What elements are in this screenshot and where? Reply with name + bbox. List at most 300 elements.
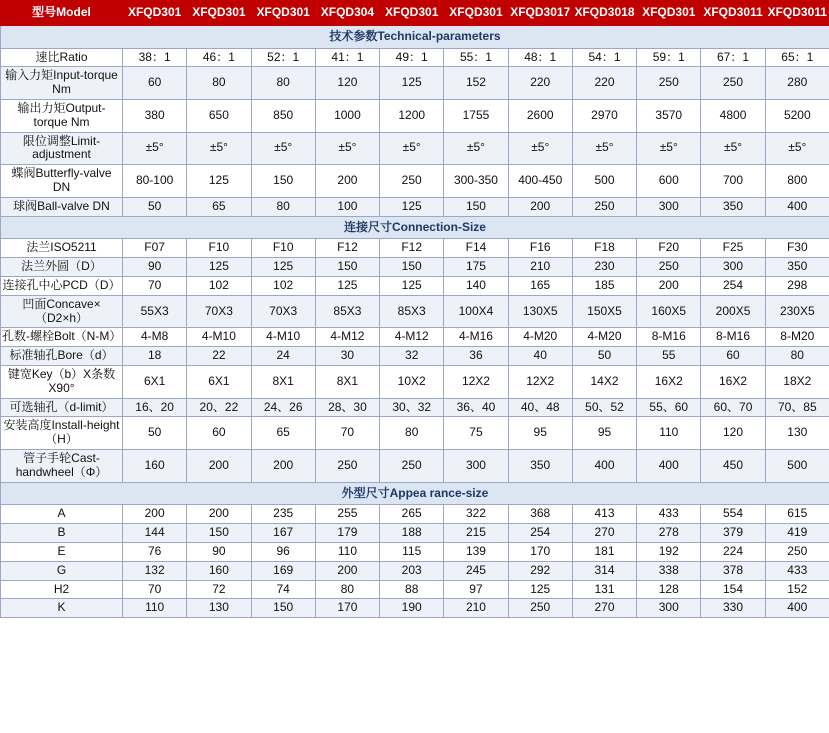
data-cell: 150 — [315, 258, 379, 277]
data-cell: F14 — [444, 239, 508, 258]
data-cell: 322 — [444, 505, 508, 524]
data-cell: 200 — [123, 505, 187, 524]
table-row — [1, 449, 829, 482]
data-cell: 2970 — [572, 99, 636, 132]
data-cell: ±5° — [701, 132, 765, 165]
data-cell: 230X5 — [765, 295, 829, 328]
data-cell: 16X2 — [637, 365, 701, 398]
data-cell: 46：1 — [187, 48, 251, 67]
section-title: 外型尺寸Appea rance-size — [1, 482, 829, 505]
data-cell: ±5° — [251, 132, 315, 165]
data-cell: 188 — [380, 524, 444, 543]
data-cell: F12 — [315, 239, 379, 258]
data-cell: 102 — [187, 276, 251, 295]
data-cell: 270 — [572, 599, 636, 618]
section-title-row — [1, 216, 829, 239]
data-cell: 380 — [123, 99, 187, 132]
table-row — [1, 365, 829, 398]
table-row — [1, 48, 829, 67]
data-cell: 150 — [251, 599, 315, 618]
table-row — [1, 67, 829, 100]
table-row — [1, 258, 829, 277]
header-model-cell: XFQD301 — [187, 1, 251, 26]
data-cell: 292 — [508, 561, 572, 580]
header-model-cell: XFQD3011 — [765, 1, 829, 26]
data-cell: 200 — [187, 505, 251, 524]
data-cell: 130X5 — [508, 295, 572, 328]
table-row — [1, 417, 829, 450]
data-cell: 67：1 — [701, 48, 765, 67]
data-cell: 400 — [572, 449, 636, 482]
data-cell: 350 — [765, 258, 829, 277]
data-cell: 600 — [637, 165, 701, 198]
data-cell: 2600 — [508, 99, 572, 132]
row-label: 标准轴孔Bore（d） — [1, 347, 123, 366]
data-cell: F10 — [187, 239, 251, 258]
data-cell: 200 — [508, 197, 572, 216]
data-cell: 125 — [251, 258, 315, 277]
data-cell: 278 — [637, 524, 701, 543]
data-cell: 400 — [637, 449, 701, 482]
data-cell: 85X3 — [380, 295, 444, 328]
data-cell: 314 — [572, 561, 636, 580]
data-cell: 125 — [508, 580, 572, 599]
data-cell: 250 — [380, 165, 444, 198]
data-cell: 95 — [572, 417, 636, 450]
table-row — [1, 505, 829, 524]
data-cell: 650 — [187, 99, 251, 132]
data-cell: 41：1 — [315, 48, 379, 67]
data-cell: 100 — [315, 197, 379, 216]
data-cell: 181 — [572, 542, 636, 561]
data-cell: 36、40 — [444, 398, 508, 417]
data-cell: 170 — [508, 542, 572, 561]
data-cell: ±5° — [765, 132, 829, 165]
data-cell: 24 — [251, 347, 315, 366]
data-cell: 210 — [508, 258, 572, 277]
row-label: 法兰ISO5211 — [1, 239, 123, 258]
data-cell: F20 — [637, 239, 701, 258]
data-cell: 65 — [251, 417, 315, 450]
table-row — [1, 328, 829, 347]
row-label: 球阀Ball-valve DN — [1, 197, 123, 216]
data-cell: 250 — [572, 197, 636, 216]
header-model-cell: XFQD301 — [251, 1, 315, 26]
data-cell: 80-100 — [123, 165, 187, 198]
data-cell: 850 — [251, 99, 315, 132]
data-cell: ±5° — [380, 132, 444, 165]
data-cell: 59：1 — [637, 48, 701, 67]
data-cell: 80 — [251, 197, 315, 216]
data-cell: 110 — [315, 542, 379, 561]
row-label: 管子手轮Cast-handwheel（Φ） — [1, 449, 123, 482]
data-cell: 6X1 — [123, 365, 187, 398]
data-cell: 160 — [123, 449, 187, 482]
data-cell: 350 — [508, 449, 572, 482]
data-cell: 200 — [637, 276, 701, 295]
data-cell: 250 — [765, 542, 829, 561]
row-label: 可选轴孔（d-limit） — [1, 398, 123, 417]
data-cell: 96 — [251, 542, 315, 561]
data-cell: 250 — [701, 67, 765, 100]
data-cell: 250 — [508, 599, 572, 618]
data-cell: F10 — [251, 239, 315, 258]
data-cell: 179 — [315, 524, 379, 543]
data-cell: 300-350 — [444, 165, 508, 198]
data-cell: 12X2 — [508, 365, 572, 398]
data-cell: F25 — [701, 239, 765, 258]
data-cell: 270 — [572, 524, 636, 543]
header-model-label: 型号Model — [1, 1, 123, 26]
table-row — [1, 542, 829, 561]
data-cell: 125 — [187, 258, 251, 277]
data-cell: 350 — [701, 197, 765, 216]
section-title: 技术参数Technical-parameters — [1, 25, 829, 48]
data-cell: 65 — [187, 197, 251, 216]
data-cell: 120 — [315, 67, 379, 100]
data-cell: 102 — [251, 276, 315, 295]
data-cell: 125 — [380, 276, 444, 295]
row-label: A — [1, 505, 123, 524]
data-cell: 22 — [187, 347, 251, 366]
data-cell: 8-M16 — [637, 328, 701, 347]
data-cell: 160X5 — [637, 295, 701, 328]
section-title-row — [1, 482, 829, 505]
data-cell: 97 — [444, 580, 508, 599]
data-cell: 4-M20 — [508, 328, 572, 347]
data-cell: 169 — [251, 561, 315, 580]
data-cell: 200 — [187, 449, 251, 482]
data-cell: 250 — [380, 449, 444, 482]
data-cell: 160 — [187, 561, 251, 580]
data-cell: 85X3 — [315, 295, 379, 328]
data-cell: 192 — [637, 542, 701, 561]
data-cell: ±5° — [572, 132, 636, 165]
data-cell: 130 — [765, 417, 829, 450]
data-cell: 419 — [765, 524, 829, 543]
data-cell: 32 — [380, 347, 444, 366]
table-header-row — [1, 1, 829, 26]
row-label: B — [1, 524, 123, 543]
data-cell: 254 — [701, 276, 765, 295]
data-cell: 433 — [637, 505, 701, 524]
data-cell: 80 — [187, 67, 251, 100]
data-cell: 50 — [572, 347, 636, 366]
header-model-cell: XFQD301 — [123, 1, 187, 26]
data-cell: 128 — [637, 580, 701, 599]
data-cell: ±5° — [637, 132, 701, 165]
data-cell: 413 — [572, 505, 636, 524]
data-cell: 38：1 — [123, 48, 187, 67]
header-model-cell: XFQD301 — [444, 1, 508, 26]
data-cell: 265 — [380, 505, 444, 524]
data-cell: 500 — [765, 449, 829, 482]
data-cell: 615 — [765, 505, 829, 524]
data-cell: 4-M16 — [444, 328, 508, 347]
data-cell: 298 — [765, 276, 829, 295]
data-cell: 152 — [444, 67, 508, 100]
data-cell: 24、26 — [251, 398, 315, 417]
data-cell: 60 — [187, 417, 251, 450]
data-cell: 150X5 — [572, 295, 636, 328]
data-cell: 500 — [572, 165, 636, 198]
data-cell: 8X1 — [251, 365, 315, 398]
data-cell: 433 — [765, 561, 829, 580]
data-cell: 220 — [572, 67, 636, 100]
section-title: 连接尺寸Connection-Size — [1, 216, 829, 239]
data-cell: ±5° — [123, 132, 187, 165]
data-cell: 100X4 — [444, 295, 508, 328]
data-cell: 120 — [701, 417, 765, 450]
data-cell: 36 — [444, 347, 508, 366]
data-cell: 88 — [380, 580, 444, 599]
data-cell: 70X3 — [251, 295, 315, 328]
data-cell: 65：1 — [765, 48, 829, 67]
data-cell: 3570 — [637, 99, 701, 132]
data-cell: 400 — [765, 197, 829, 216]
data-cell: 280 — [765, 67, 829, 100]
data-cell: F07 — [123, 239, 187, 258]
table-row — [1, 524, 829, 543]
data-cell: 250 — [637, 258, 701, 277]
data-cell: 40 — [508, 347, 572, 366]
data-cell: 254 — [508, 524, 572, 543]
header-model-cell: XFQD301 — [380, 1, 444, 26]
data-cell: 154 — [701, 580, 765, 599]
data-cell: 150 — [187, 524, 251, 543]
data-cell: 8X1 — [315, 365, 379, 398]
row-label: K — [1, 599, 123, 618]
data-cell: 48：1 — [508, 48, 572, 67]
data-cell: 152 — [765, 580, 829, 599]
data-cell: 16、20 — [123, 398, 187, 417]
data-cell: 50 — [123, 197, 187, 216]
data-cell: 110 — [637, 417, 701, 450]
data-cell: 125 — [380, 197, 444, 216]
data-cell: 40、48 — [508, 398, 572, 417]
data-cell: 8-M20 — [765, 328, 829, 347]
header-model-cell: XFQD3017 — [508, 1, 572, 26]
table-row — [1, 165, 829, 198]
data-cell: 80 — [251, 67, 315, 100]
data-cell: 131 — [572, 580, 636, 599]
data-cell: 18X2 — [765, 365, 829, 398]
data-cell: 450 — [701, 449, 765, 482]
data-cell: 338 — [637, 561, 701, 580]
data-cell: F16 — [508, 239, 572, 258]
data-cell: 4-M10 — [251, 328, 315, 347]
data-cell: 80 — [315, 580, 379, 599]
data-cell: F30 — [765, 239, 829, 258]
data-cell: 8-M16 — [701, 328, 765, 347]
data-cell: 125 — [380, 67, 444, 100]
data-cell: 5200 — [765, 99, 829, 132]
data-cell: 215 — [444, 524, 508, 543]
data-cell: 76 — [123, 542, 187, 561]
data-cell: 190 — [380, 599, 444, 618]
data-cell: 4-M20 — [572, 328, 636, 347]
data-cell: 54：1 — [572, 48, 636, 67]
data-cell: 554 — [701, 505, 765, 524]
row-label: 凹面Concave×（D2×h） — [1, 295, 123, 328]
data-cell: 115 — [380, 542, 444, 561]
data-cell: 400-450 — [508, 165, 572, 198]
header-model-cell: XFQD301 — [637, 1, 701, 26]
data-cell: F18 — [572, 239, 636, 258]
row-label: 法兰外圆（D） — [1, 258, 123, 277]
row-label: 键宽Key（b）X条数X90° — [1, 365, 123, 398]
data-cell: 125 — [315, 276, 379, 295]
table-row — [1, 580, 829, 599]
data-cell: 144 — [123, 524, 187, 543]
table-row — [1, 132, 829, 165]
data-cell: 75 — [444, 417, 508, 450]
data-cell: ±5° — [444, 132, 508, 165]
section-title-row — [1, 25, 829, 48]
data-cell: 245 — [444, 561, 508, 580]
data-cell: 4-M8 — [123, 328, 187, 347]
data-cell: 1000 — [315, 99, 379, 132]
data-cell: 14X2 — [572, 365, 636, 398]
data-cell: 12X2 — [444, 365, 508, 398]
data-cell: 4-M12 — [315, 328, 379, 347]
data-cell: 70、85 — [765, 398, 829, 417]
data-cell: 70 — [123, 276, 187, 295]
data-cell: 203 — [380, 561, 444, 580]
data-cell: 55、60 — [637, 398, 701, 417]
data-cell: 330 — [701, 599, 765, 618]
data-cell: 132 — [123, 561, 187, 580]
row-label: 蝶阀Butterfly-valve DN — [1, 165, 123, 198]
data-cell: 10X2 — [380, 365, 444, 398]
row-label: E — [1, 542, 123, 561]
data-cell: 16X2 — [701, 365, 765, 398]
data-cell: 50 — [123, 417, 187, 450]
data-cell: 700 — [701, 165, 765, 198]
row-label: 限位调整Limit-adjustment — [1, 132, 123, 165]
data-cell: 170 — [315, 599, 379, 618]
data-cell: 72 — [187, 580, 251, 599]
table-row — [1, 347, 829, 366]
row-label: 速比Ratio — [1, 48, 123, 67]
data-cell: 139 — [444, 542, 508, 561]
data-cell: 300 — [701, 258, 765, 277]
data-cell: F12 — [380, 239, 444, 258]
data-cell: 52：1 — [251, 48, 315, 67]
table-row — [1, 398, 829, 417]
row-label: 连接孔中心PCD（D） — [1, 276, 123, 295]
data-cell: 185 — [572, 276, 636, 295]
table-row — [1, 239, 829, 258]
data-cell: 235 — [251, 505, 315, 524]
header-model-cell: XFQD3018 — [572, 1, 636, 26]
data-cell: 255 — [315, 505, 379, 524]
data-cell: 130 — [187, 599, 251, 618]
table-row — [1, 561, 829, 580]
table-row — [1, 276, 829, 295]
data-cell: 250 — [637, 67, 701, 100]
data-cell: 200X5 — [701, 295, 765, 328]
data-cell: ±5° — [187, 132, 251, 165]
data-cell: 400 — [765, 599, 829, 618]
data-cell: 55：1 — [444, 48, 508, 67]
data-cell: 300 — [637, 599, 701, 618]
data-cell: 6X1 — [187, 365, 251, 398]
data-cell: 224 — [701, 542, 765, 561]
data-cell: 368 — [508, 505, 572, 524]
table-row — [1, 197, 829, 216]
data-cell: 800 — [765, 165, 829, 198]
data-cell: 250 — [315, 449, 379, 482]
data-cell: 4-M12 — [380, 328, 444, 347]
data-cell: 74 — [251, 580, 315, 599]
data-cell: 1200 — [380, 99, 444, 132]
row-label: 输出力矩Output-torque Nm — [1, 99, 123, 132]
data-cell: 28、30 — [315, 398, 379, 417]
data-cell: 150 — [380, 258, 444, 277]
data-cell: 110 — [123, 599, 187, 618]
data-cell: 60 — [701, 347, 765, 366]
data-cell: 300 — [637, 197, 701, 216]
data-cell: 80 — [380, 417, 444, 450]
row-label: 孔数-螺栓Bolt（N-M） — [1, 328, 123, 347]
row-label: G — [1, 561, 123, 580]
data-cell: 90 — [123, 258, 187, 277]
data-cell: 50、52 — [572, 398, 636, 417]
row-label: H2 — [1, 580, 123, 599]
data-cell: 70X3 — [187, 295, 251, 328]
header-model-cell: XFQD304 — [315, 1, 379, 26]
data-cell: 175 — [444, 258, 508, 277]
data-cell: 20、22 — [187, 398, 251, 417]
data-cell: 30、32 — [380, 398, 444, 417]
data-cell: 140 — [444, 276, 508, 295]
data-cell: 167 — [251, 524, 315, 543]
data-cell: 80 — [765, 347, 829, 366]
header-model-cell: XFQD3011 — [701, 1, 765, 26]
data-cell: 230 — [572, 258, 636, 277]
row-label: 输入力矩Input-torque Nm — [1, 67, 123, 100]
data-cell: 90 — [187, 542, 251, 561]
data-cell: 70 — [315, 417, 379, 450]
table-row — [1, 99, 829, 132]
data-cell: 150 — [444, 197, 508, 216]
data-cell: 60、70 — [701, 398, 765, 417]
data-cell: 200 — [251, 449, 315, 482]
data-cell: 300 — [444, 449, 508, 482]
data-cell: ±5° — [315, 132, 379, 165]
data-cell: 200 — [315, 561, 379, 580]
data-cell: 379 — [701, 524, 765, 543]
data-cell: 200 — [315, 165, 379, 198]
data-cell: 30 — [315, 347, 379, 366]
data-cell: 95 — [508, 417, 572, 450]
data-cell: 1755 — [444, 99, 508, 132]
data-cell: 220 — [508, 67, 572, 100]
data-cell: 150 — [251, 165, 315, 198]
data-cell: 4-M10 — [187, 328, 251, 347]
data-cell: ±5° — [508, 132, 572, 165]
table-row — [1, 295, 829, 328]
data-cell: 55X3 — [123, 295, 187, 328]
data-cell: 60 — [123, 67, 187, 100]
data-cell: 378 — [701, 561, 765, 580]
data-cell: 210 — [444, 599, 508, 618]
table-row — [1, 599, 829, 618]
data-cell: 125 — [187, 165, 251, 198]
data-cell: 4800 — [701, 99, 765, 132]
data-cell: 49：1 — [380, 48, 444, 67]
